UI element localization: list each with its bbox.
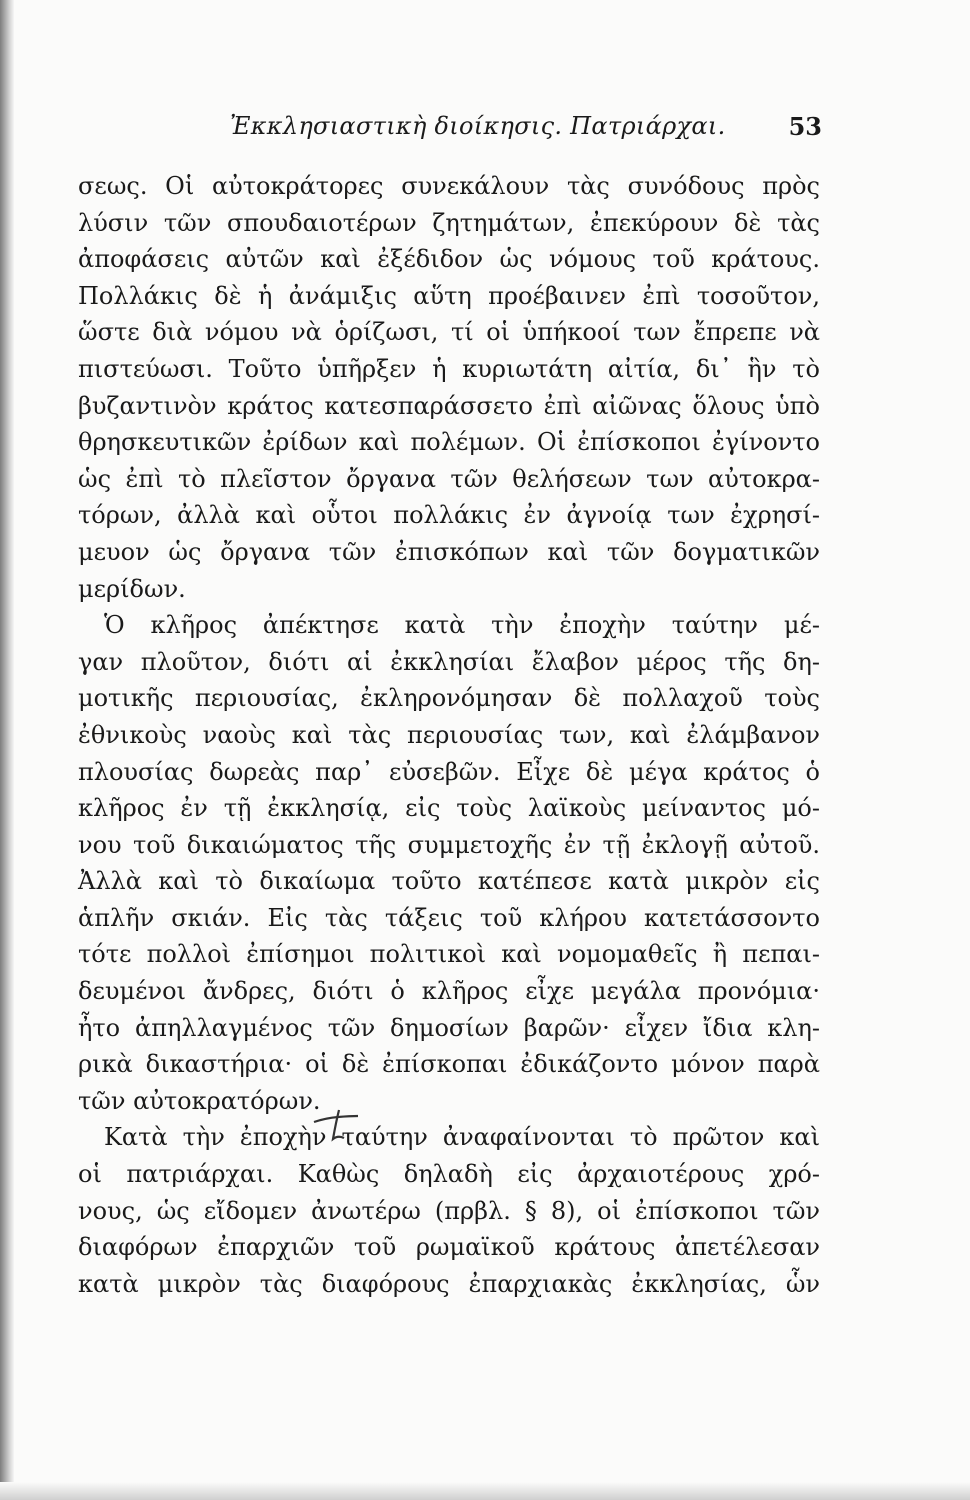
text-line: μερίδων. [78, 574, 186, 603]
text-line: Ἀλλὰ καὶ τὸ δικαίωμα τοῦτο κατέπεσε κατὰ μικρὸν εἰς [78, 867, 820, 896]
text-line: νου τοῦ δικαιώματος τῆς συμμετοχῆς ἐν τῇ ἐκλογῇ αὐτοῦ. [78, 830, 820, 859]
running-head: Ἐκκλησιαστικὴ διοίκησις. Πατριάρχαι. [230, 112, 726, 140]
text-line: κλῆρος ἐν τῇ ἐκκλησίᾳ, εἰς τοὺς λαϊκοὺς μείναντος μό- [78, 794, 820, 823]
text-line: Ὁ κλῆρος ἀπέκτησε κατὰ τὴν ἐποχὴν ταύτην μέ- [104, 611, 820, 640]
text-line: τόρων, ἀλλὰ καὶ οὗτοι πολλάκις ἐν ἀγνοίᾳ των ἐχρησί- [78, 501, 820, 530]
text-line: βυζαντινὸν κράτος κατεσπαράσσετο ἐπὶ αἰῶνας ὅλους ὑπὸ [78, 391, 820, 420]
page-number: 53 [788, 112, 822, 141]
text-line: ἀποφάσεις αὐτῶν καὶ ἐξέδιδον ὡς νόμους τοῦ κράτους. [78, 245, 820, 274]
text-line: θρησκευτικῶν ἐρίδων καὶ πολέμων. Οἱ ἐπίσκοποι ἐγίνοντο [78, 428, 820, 457]
text-line: δευμένοι ἄνδρες, διότι ὁ κλῆρος εἶχε μεγάλα προνόμια· [78, 977, 820, 1006]
text-line: σεως. Οἱ αὐτοκράτορες συνεκάλουν τὰς συνόδους πρὸς [78, 172, 820, 200]
scan-shadow-bottom [0, 1482, 970, 1500]
text-line: ἐθνικοὺς ναοὺς καὶ τὰς περιουσίας των, καὶ ἐλάμβανον [78, 720, 820, 749]
handwritten-pen-mark [312, 1108, 360, 1142]
text-line: γαν πλοῦτον, διότι αἱ ἐκκλησίαι ἔλαβον μέρος τῆς δη- [78, 647, 820, 676]
scan-shadow-edge [0, 0, 14, 1500]
text-line: Πολλάκις δὲ ἡ ἀνάμιξις αὕτη προέβαινεν ἐπὶ τοσοῦτον, [78, 281, 820, 310]
text-line: πλουσίας δωρεὰς παρ᾽ εὐσεβῶν. Εἶχε δὲ μέγα κράτος ὁ [78, 757, 820, 786]
page-header [230, 112, 822, 144]
text-line: ὥστε διὰ νόμου νὰ ὁρίζωσι, τί οἱ ὑπήκοοί των ἔπρεπε νὰ [78, 318, 820, 347]
text-line: νους, ὡς εἴδομεν ἀνωτέρω (πρβλ. § 8), οἱ ἐπίσκοποι τῶν [78, 1196, 820, 1225]
text-line: ἦτο ἀπηλλαγμένος τῶν δημοσίων βαρῶν· εἶχεν ἴδια κλη- [78, 1013, 820, 1042]
text-line: ὡς ἐπὶ τὸ πλεῖστον ὄργανα τῶν θελήσεων των αὐτοκρα- [78, 464, 820, 493]
text-line: τῶν αὐτοκρατόρων. [78, 1086, 321, 1115]
body-text [78, 168, 820, 1302]
text-line: λύσιν τῶν σπουδαιοτέρων ζητημάτων, ἐπεκύρουν δὲ τὰς [78, 208, 820, 237]
text-line: ρικὰ δικαστήρια· οἱ δὲ ἐπίσκοπαι ἐδικάζοντο μόνον παρὰ [78, 1050, 820, 1079]
text-line: πιστεύωσι. Τοῦτο ὑπῆρξεν ἡ κυριωτάτη αἰτία, δι᾽ ἣν τὸ [78, 354, 820, 383]
text-line: μευον ὡς ὄργανα τῶν ἐπισκόπων καὶ τῶν δογματικῶν [78, 537, 820, 566]
text-line: Κατὰ τὴν ἐποχὴν ταύτην ἀναφαίνονται τὸ πρῶτον καὶ [104, 1123, 820, 1152]
text-line: διαφόρων ἐπαρχιῶν τοῦ ρωμαϊκοῦ κράτους ἀπετέλεσαν [78, 1233, 820, 1262]
text-line: κατὰ μικρὸν τὰς διαφόρους ἐπαρχιακὰς ἐκκλησίας, ὧν [78, 1269, 820, 1298]
text-line: τότε πολλοὶ ἐπίσημοι πολιτικοὶ καὶ νομομαθεῖς ἢ πεπαι- [78, 940, 820, 969]
text-line: ἁπλῆν σκιάν. Εἰς τὰς τάξεις τοῦ κλήρου κατετάσσοντο [78, 903, 820, 932]
text-line: μοτικῆς περιουσίας, ἐκληρονόμησαν δὲ πολλαχοῦ τοὺς [78, 684, 820, 713]
text-line: οἱ πατριάρχαι. Καθὼς δηλαδὴ εἰς ἀρχαιοτέρους χρό- [78, 1160, 820, 1189]
